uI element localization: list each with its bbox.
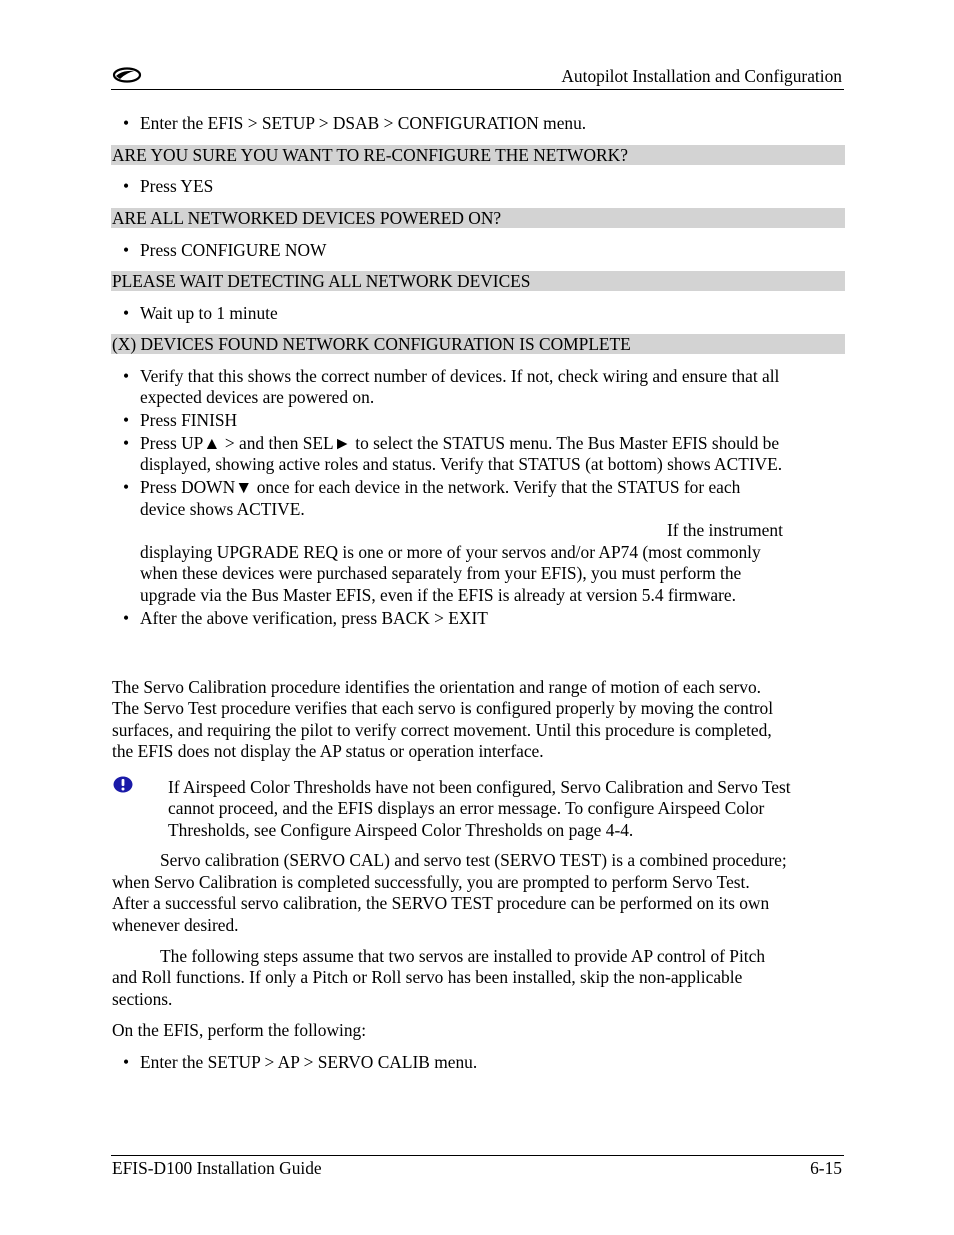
bullet-icon: •	[123, 176, 130, 196]
footer-guide-title: EFIS-D100 Installation Guide	[112, 1158, 322, 1178]
paragraph-line: The following steps assume that two servos are installed to provide AP control of Pitch	[160, 946, 766, 966]
paragraph-line: sections.	[112, 989, 173, 1009]
list-item-continuation: expected devices are powered on.	[140, 387, 375, 407]
running-header: Autopilot Installation and Configuration	[561, 66, 842, 86]
paragraph-line: The Servo Calibration procedure identifies the orientation and range of motion of each servo.	[112, 677, 762, 697]
paragraph-line: The Servo Test procedure verifies that each servo is configured properly by moving the control	[112, 698, 774, 718]
header-divider	[111, 89, 844, 90]
paragraph-line: After a successful servo calibration, the SERVO TEST procedure can be performed on its own	[112, 893, 770, 913]
screen-prompt-banner: PLEASE WAIT DETECTING ALL NETWORK DEVICES	[111, 271, 845, 291]
bullet-icon: •	[123, 477, 130, 497]
bullet-icon: •	[123, 410, 130, 430]
upgrade-note: when these devices were purchased separately from your EFIS), you must perform the	[140, 563, 742, 583]
bullet-icon: •	[123, 303, 130, 323]
upgrade-note: displaying UPGRADE REQ is one or more of your servos and/or AP74 (most commonly	[140, 542, 761, 562]
page-number: 6-15	[810, 1158, 842, 1178]
paragraph-line: On the EFIS, perform the following:	[112, 1020, 367, 1040]
bullet-icon: •	[123, 433, 130, 453]
upgrade-note: upgrade via the Bus Master EFIS, even if the EFIS is already at version 5.4 firmware.	[140, 585, 736, 605]
bullet-icon: •	[123, 240, 130, 260]
paragraph-line: Servo calibration (SERVO CAL) and servo test (SERVO TEST) is a combined procedure;	[160, 850, 787, 870]
bullet-icon: •	[123, 366, 130, 386]
bullet-icon: •	[123, 608, 130, 628]
warning-text: If Airspeed Color Thresholds have not been configured, Servo Calibration and Servo Test	[168, 777, 791, 797]
warning-text: Thresholds, see Configure Airspeed Color Thresholds on page 4-4.	[168, 820, 634, 840]
upgrade-note: If the instrument	[667, 520, 783, 540]
paragraph-line: when Servo Calibration is completed successfully, you are prompted to perform Servo Test.	[112, 872, 750, 892]
list-item-continuation: displayed, showing active roles and status. Verify that STATUS (at bottom) shows ACTIVE.	[140, 454, 783, 474]
footer-divider	[111, 1155, 844, 1156]
paragraph-line: the EFIS does not display the AP status or operation interface.	[112, 741, 544, 761]
warning-text: cannot proceed, and the EFIS displays an error message. To configure Airspeed Color	[168, 798, 765, 818]
dynon-logo-icon	[112, 67, 142, 83]
screen-prompt-banner: ARE YOU SURE YOU WANT TO RE-CONFIGURE THE NETWORK?	[111, 145, 845, 165]
bullet-icon: •	[123, 113, 130, 133]
paragraph-line: and Roll functions. If only a Pitch or Roll servo has been installed, skip the non-applicable	[112, 967, 743, 987]
list-item-continuation: device shows ACTIVE.	[140, 499, 305, 519]
screen-prompt-banner: (X) DEVICES FOUND NETWORK CONFIGURATION IS COMPLETE	[111, 334, 845, 354]
paragraph-line: whenever desired.	[112, 915, 239, 935]
bullet-icon: •	[123, 1052, 130, 1072]
screen-prompt-banner: ARE ALL NETWORKED DEVICES POWERED ON?	[111, 208, 845, 228]
paragraph-line: surfaces, and requiring the pilot to verify correct movement. Until this procedure is completed,	[112, 720, 772, 740]
warning-icon	[113, 776, 133, 793]
